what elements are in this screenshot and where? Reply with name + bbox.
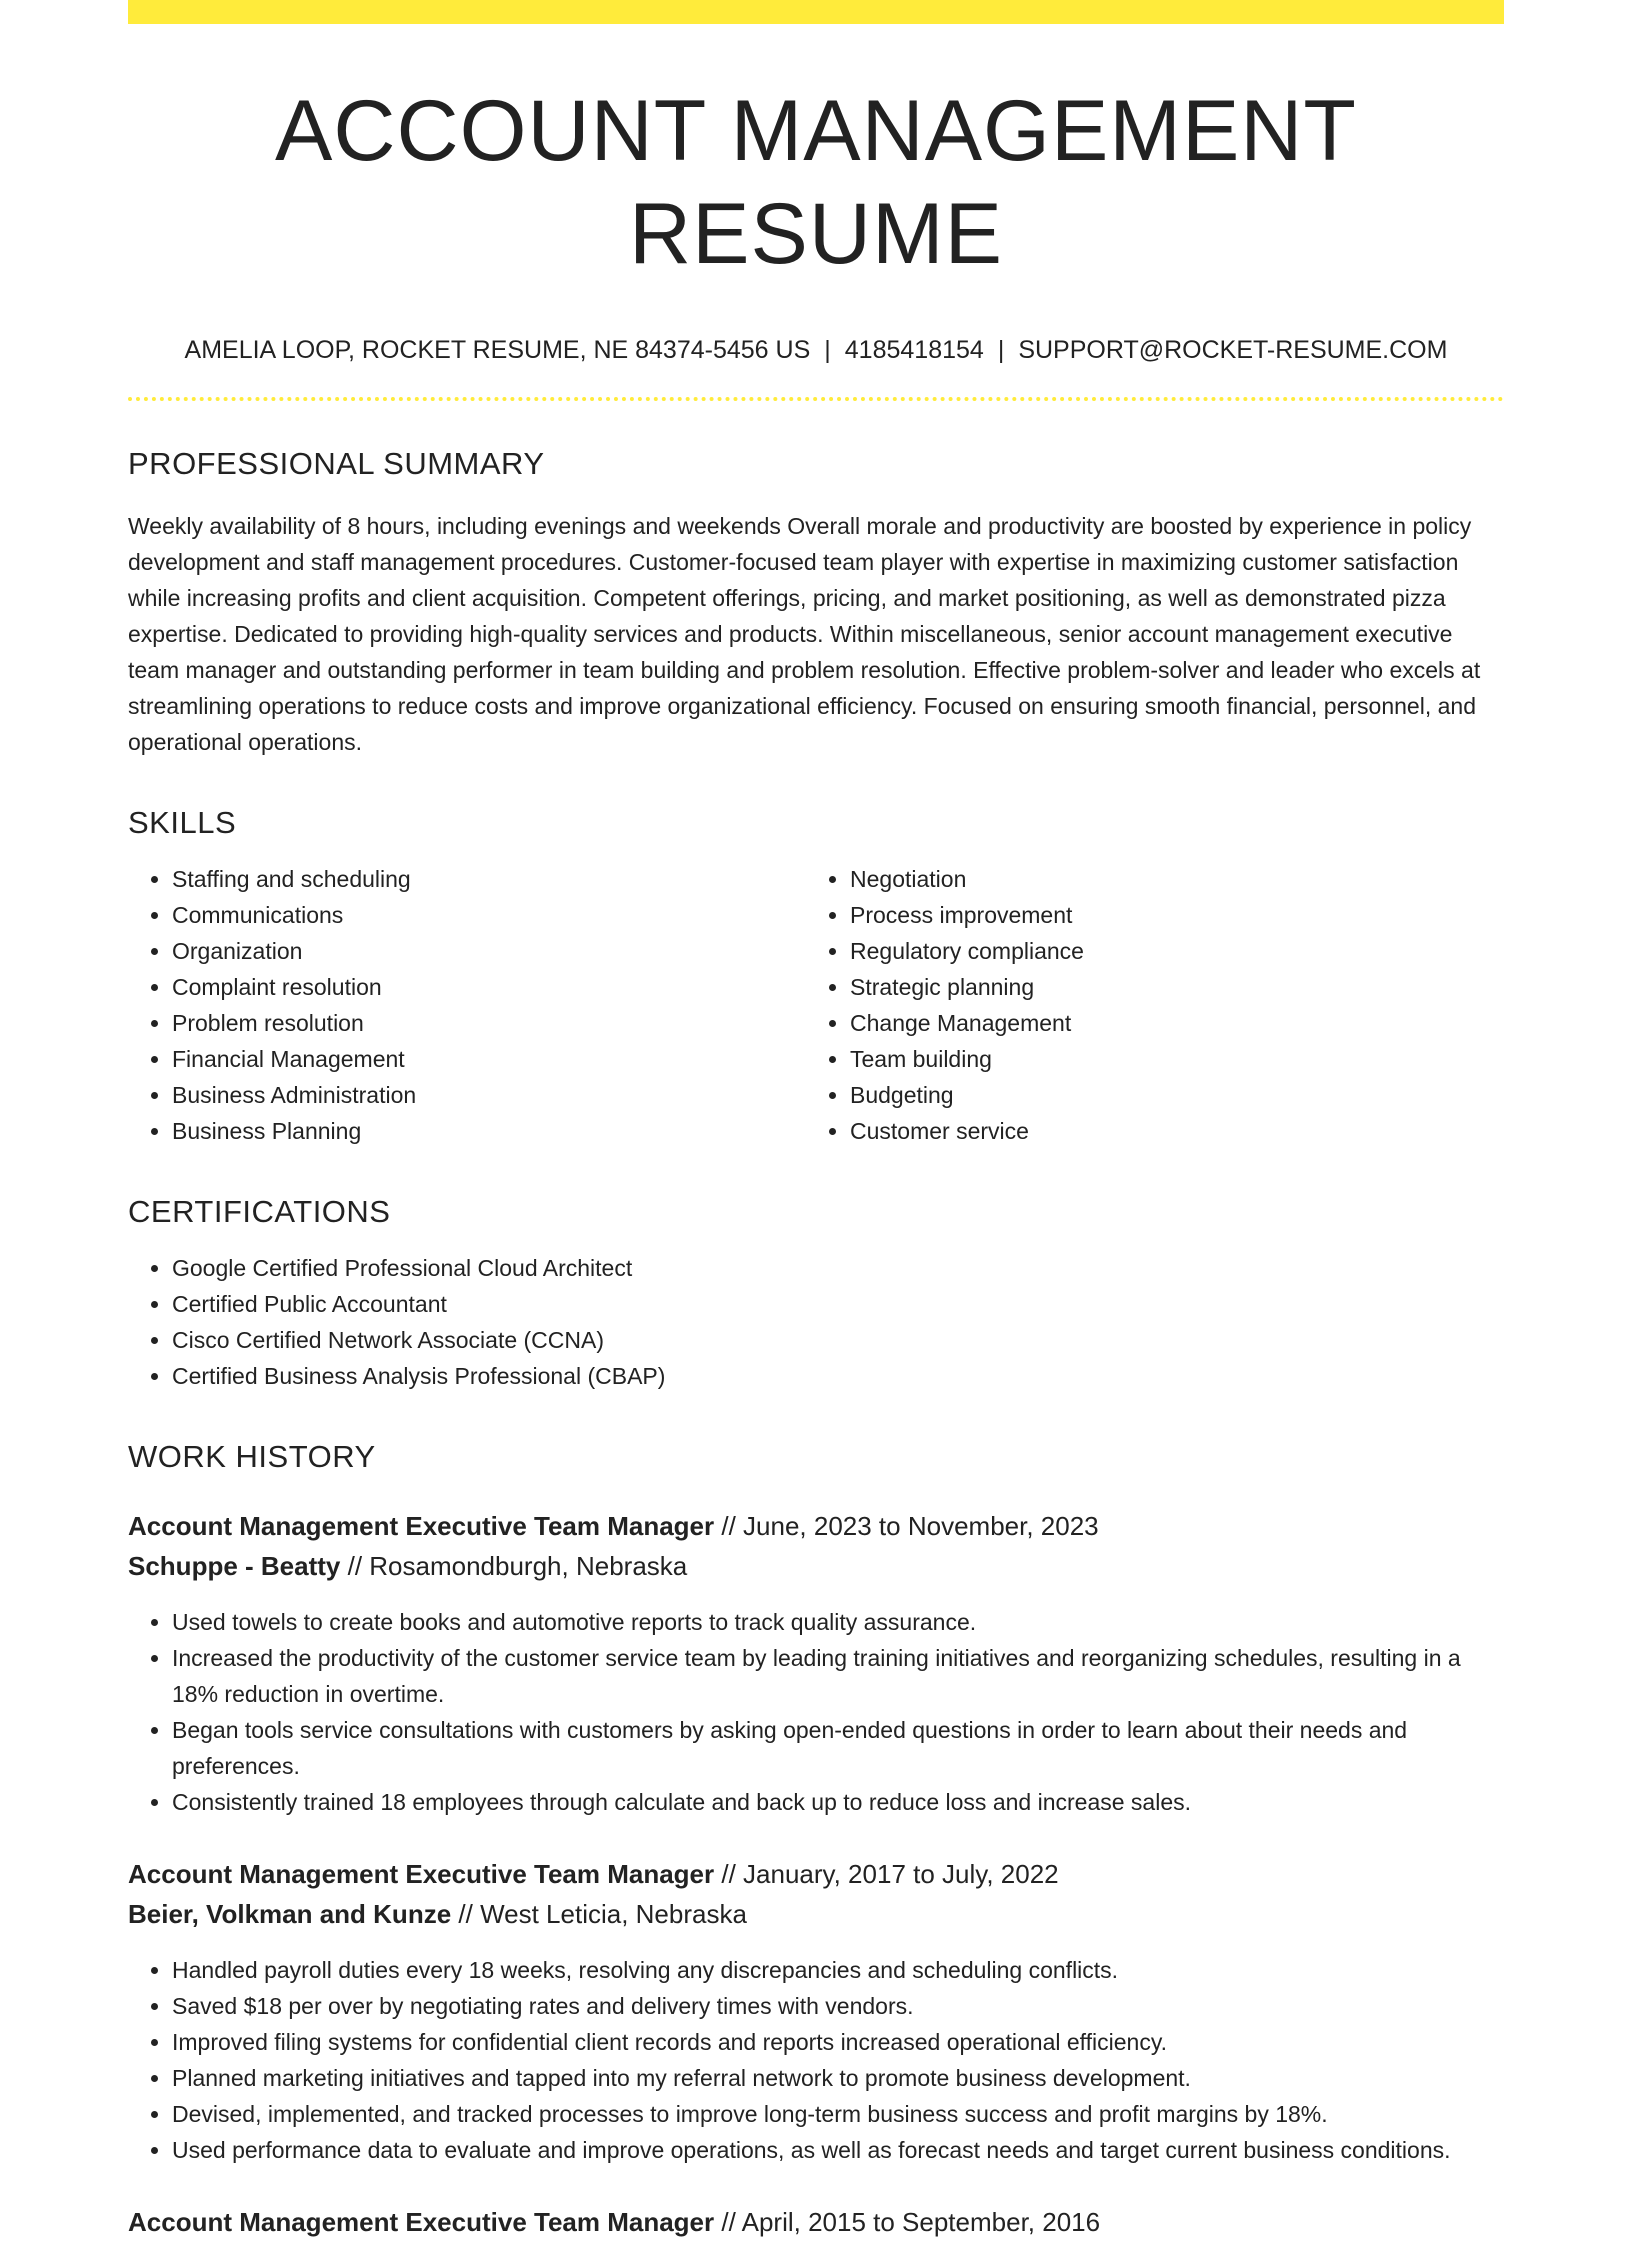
job-duty-item: • Devised, implemented, and tracked processes to improve long-term business success and profit margins by 18%. [172, 2096, 1504, 2132]
certifications-list [128, 1250, 1504, 1394]
job-entry [128, 2202, 1504, 2242]
job-duty-item: • Increased the productivity of the customer service team by leading training initiatives and reorganizing schedules, resulting in a 18% reduction in overtime. [172, 1640, 1504, 1712]
section-heading-summary: PROFESSIONAL SUMMARY [128, 445, 545, 481]
dotted-divider [128, 397, 1504, 401]
skills-section [128, 804, 1504, 1149]
skill-item: • Strategic planning [850, 969, 1484, 1005]
job-dates: // April, 2015 to September, 2016 [721, 2206, 1101, 2237]
certification-item: • Google Certified Professional Cloud Architect [172, 1250, 1504, 1286]
job-duty-item: • Used towels to create books and automotive reports to track quality assurance. [172, 1604, 1504, 1640]
contact-phone: 4185418154 [844, 336, 984, 365]
skill-item: • Team building [850, 1041, 1484, 1077]
contact-separator: | [997, 336, 1005, 365]
contact-email: SUPPORT@ROCKET-RESUME.COM [1018, 336, 1448, 365]
contact-separator: | [824, 336, 831, 365]
skill-item: • Business Administration [172, 1077, 806, 1113]
job-title-line [128, 1506, 1504, 1546]
job-dates: // January, 2017 to July, 2022 [721, 1858, 1059, 1889]
skill-item: • Complaint resolution [172, 969, 806, 1005]
skill-item: • Process improvement [850, 897, 1484, 933]
job-location: // Rosamondburgh, Nebraska [347, 1550, 688, 1581]
skills-list-left [128, 861, 806, 1149]
skill-item: • Communications [172, 897, 806, 933]
job-company: Beier, Volkman and Kunze [128, 1898, 452, 1929]
job-duty-item: • Used performance data to evaluate and improve operations, as well as forecast needs and target current business conditions. [172, 2132, 1504, 2168]
work-history-section [128, 1438, 1504, 2241]
skill-item: • Organization [172, 933, 806, 969]
section-heading-certifications: CERTIFICATIONS [128, 1194, 391, 1230]
skill-item: • Problem resolution [172, 1005, 806, 1041]
certifications-section [128, 1193, 1504, 1394]
job-company-line [128, 1894, 1504, 1934]
section-heading-work-history: WORK HISTORY [128, 1439, 376, 1475]
skill-item: • Financial Management [172, 1041, 806, 1077]
job-company: Schuppe - Beatty [128, 1550, 341, 1581]
contact-line [128, 334, 1504, 367]
job-duty-item: • Improved filing systems for confidential client records and reports increased operational efficiency. [172, 2024, 1504, 2060]
job-duty-item: • Planned marketing initiatives and tapped into my referral network to promote business development. [172, 2060, 1504, 2096]
skills-list-right [806, 861, 1484, 1149]
skill-item: • Business Planning [172, 1113, 806, 1149]
job-title: Account Management Executive Team Manager [128, 1510, 715, 1541]
certification-item: • Certified Public Accountant [172, 1286, 1504, 1322]
job-duty-item: • Handled payroll duties every 18 weeks, resolving any discrepancies and scheduling conflicts. [172, 1952, 1504, 1988]
summary-text: Weekly availability of 8 hours, including evenings and weekends Overall morale and productivity are boosted by experience in policy development and staff management procedures. Customer-focused team player with expertise in maximizing customer satisfaction while increasing profits and client acquisition. Competent offerings, pricing, and market positioning, as well as demonstrated pizza expertise. Dedicated to providing high-quality services and products. Within miscellaneous, senior account management executive team manager and outstanding performer in team building and problem resolution. Effective problem-solver and leader who excels at streamlining operations to reduce costs and improve organizational efficiency. Focused on ensuring smooth financial, personnel, and operational operations. [128, 513, 1481, 756]
job-entry [128, 1854, 1504, 2168]
job-title-line [128, 2202, 1504, 2242]
job-duties-list [128, 1604, 1504, 1820]
skill-item: • Negotiation [850, 861, 1484, 897]
job-duty-item: • Saved $18 per over by negotiating rates and delivery times with vendors. [172, 1988, 1504, 2024]
job-title: Account Management Executive Team Manager [128, 2206, 715, 2237]
certification-item: • Certified Business Analysis Professional (CBAP) [172, 1358, 1504, 1394]
resume-title: ACCOUNT MANAGEMENT RESUME [275, 83, 1357, 283]
job-title-line [128, 1854, 1504, 1894]
skill-item: • Staffing and scheduling [172, 861, 806, 897]
job-duties-list [128, 1952, 1504, 2168]
job-company-line [128, 1546, 1504, 1586]
job-duty-item: • Began tools service consultations with customers by asking open-ended questions in order to learn about their needs and preferences. [172, 1712, 1504, 1784]
job-location: // West Leticia, Nebraska [458, 1898, 747, 1929]
section-heading-skills: SKILLS [128, 805, 237, 841]
skill-item: • Regulatory compliance [850, 933, 1484, 969]
skill-item: • Customer service [850, 1113, 1484, 1149]
certification-item: • Cisco Certified Network Associate (CCNA) [172, 1322, 1504, 1358]
job-entry [128, 1506, 1504, 1820]
skill-item: • Change Management [850, 1005, 1484, 1041]
job-dates: // June, 2023 to November, 2023 [721, 1510, 1099, 1541]
resume-page [128, 0, 1504, 2242]
skills-columns [128, 861, 1504, 1149]
job-duty-item: • Consistently trained 18 employees through calculate and back up to reduce loss and increase sales. [172, 1784, 1504, 1820]
professional-summary-section [128, 445, 1504, 760]
contact-address: AMELIA LOOP, ROCKET RESUME, NE 84374-5456 US [184, 336, 811, 365]
accent-top-bar [128, 0, 1504, 24]
skill-item: • Budgeting [850, 1077, 1484, 1113]
job-title: Account Management Executive Team Manager [128, 1858, 715, 1889]
